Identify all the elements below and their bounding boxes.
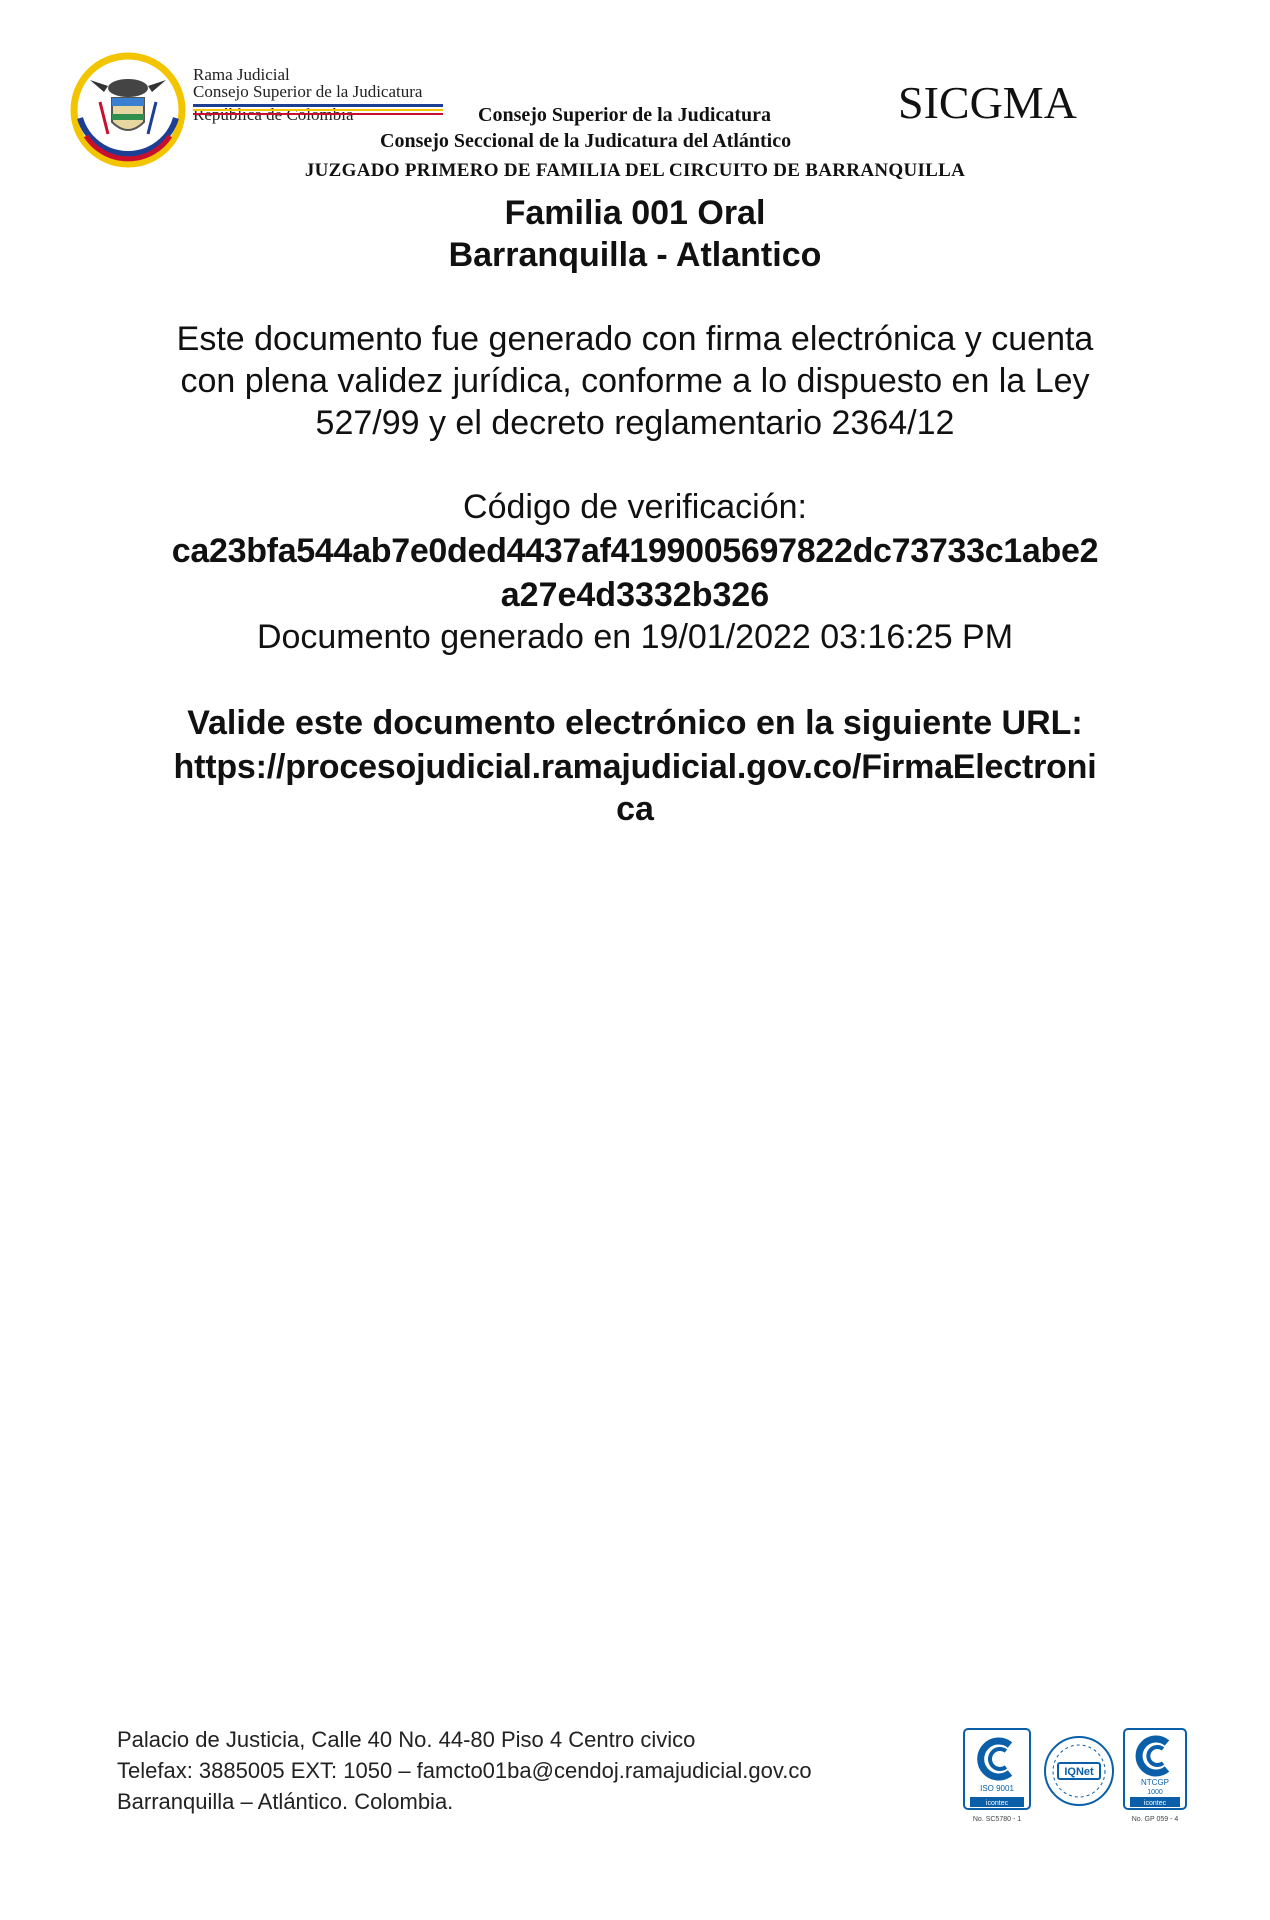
csj-seccional-title: Consejo Seccional de la Judicatura del Atlántico: [380, 130, 792, 152]
iqnet-badge-icon: [1042, 1727, 1116, 1827]
footer-address: [117, 1724, 812, 1817]
ntcgp-cert-number: No. GP 059 - 4: [1131, 1816, 1179, 1823]
jurisdiction-line-1: Familia 001 Oral: [504, 194, 766, 232]
validation-label: Valide este documento electrónico en la siguiente URL:: [187, 704, 1083, 742]
jurisdiction-line-2: Barranquilla - Atlantico: [448, 236, 822, 274]
iso-label: ISO 9001: [980, 1784, 1014, 1793]
iso-cert-number: No. SC5780 - 1: [972, 1816, 1022, 1823]
ntcgp-1000-badge-icon: [1122, 1727, 1188, 1827]
ntcgp-number: 1000: [1147, 1789, 1163, 1796]
ntcgp-label: NTCGP: [1141, 1778, 1169, 1787]
generated-timestamp: Documento generado en 19/01/2022 03:16:25 PM: [256, 618, 1014, 656]
sicgma-label: SICGMA: [898, 77, 1077, 128]
verification-code-label: Código de verificación:: [463, 488, 807, 526]
rama-line-2: Consejo Superior de la Judicatura: [193, 82, 423, 101]
flag-rule-yellow: [193, 109, 443, 111]
icontec-label-2: icontec: [1143, 1800, 1167, 1807]
firma-line-2: con plena validez jurídica, conforme a lo dispuesto en la Ley: [180, 362, 1090, 400]
flag-rule-red: [193, 113, 443, 115]
coat-of-arms-seal-icon: [70, 52, 186, 168]
validation-url-line-1[interactable]: https://procesojudicial.ramajudicial.gov.co/FirmaElectroni: [173, 748, 1097, 786]
firma-line-1: Este documento fue generado con firma electrónica y cuenta: [176, 320, 1094, 358]
csj-title: Consejo Superior de la Judicatura: [478, 104, 771, 126]
icontec-label-1: icontec: [985, 1800, 1009, 1807]
flag-rule-blue: [193, 104, 443, 107]
firma-statement: [0, 318, 1270, 444]
footer-line-2: Telefax: 3885005 EXT: 1050 – famcto01ba@cendoj.ramajudicial.gov.co: [117, 1758, 812, 1783]
firma-line-3: 527/99 y el decreto reglamentario 2364/12: [315, 404, 955, 442]
footer-line-3: Barranquilla – Atlántico. Colombia.: [117, 1789, 454, 1814]
juzgado-title: JUZGADO PRIMERO DE FAMILIA DEL CIRCUITO DE BARRANQUILLA: [304, 160, 966, 181]
verification-code-line-2: a27e4d3332b326: [500, 576, 770, 614]
verification-code-line-1: ca23bfa544ab7e0ded4437af4199005697822dc73733c1abe2: [171, 532, 1099, 570]
iqnet-label: IQNet: [1064, 1766, 1094, 1778]
rama-line-1: Rama Judicial: [193, 65, 290, 84]
iso-9001-badge-icon: [962, 1727, 1032, 1827]
validation-url-line-2[interactable]: ca: [616, 790, 654, 828]
footer-line-1: Palacio de Justicia, Calle 40 No. 44-80 Piso 4 Centro civico: [117, 1727, 696, 1752]
